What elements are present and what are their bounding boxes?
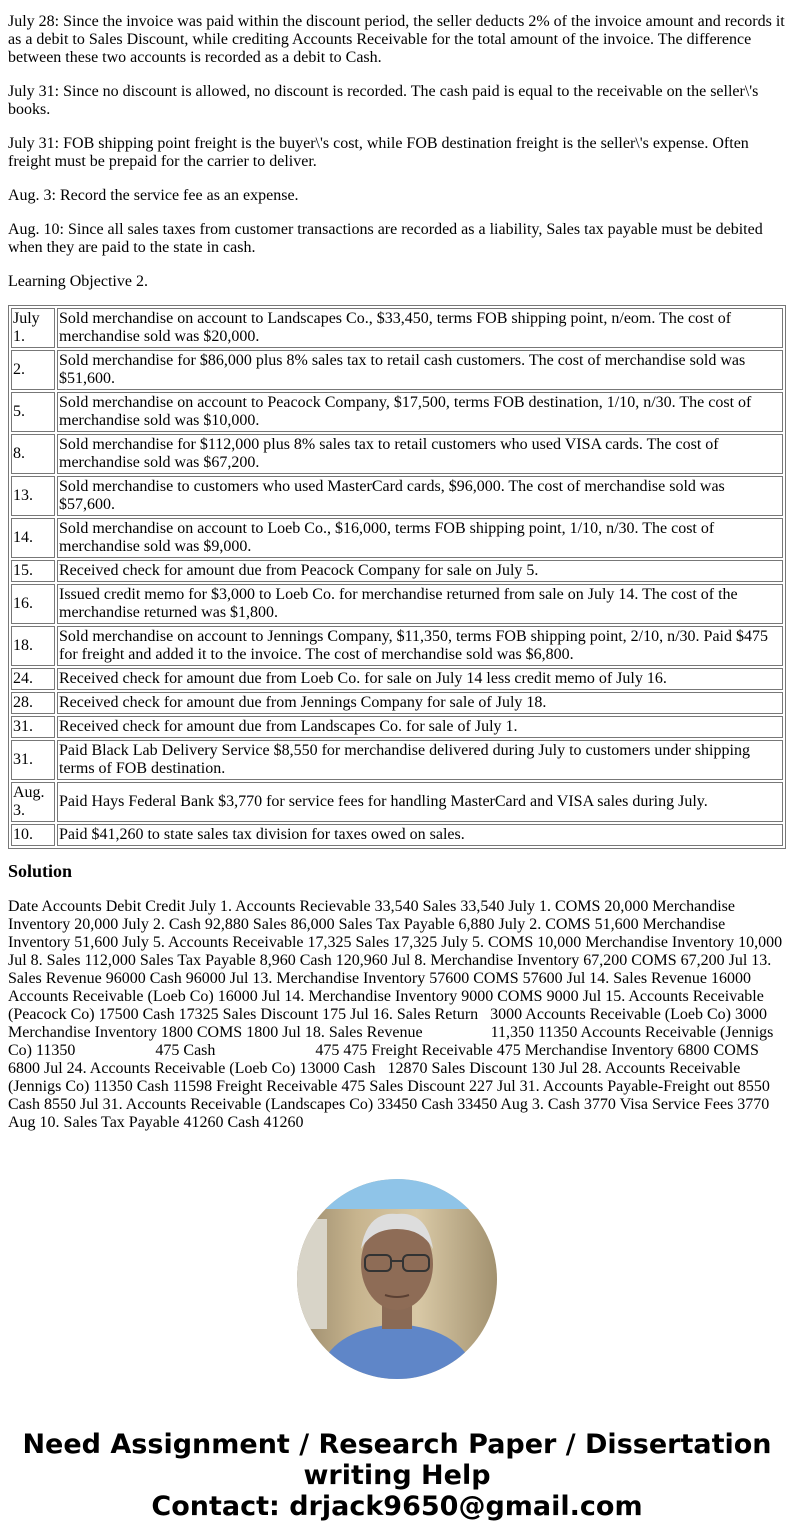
- row-description: Sold merchandise for $112,000 plus 8% sales tax to retail customers who used VISA cards. The cost of merchandise sold was $67,200.: [57, 434, 783, 474]
- table-row: [11, 782, 783, 822]
- table-row: [11, 716, 783, 738]
- table-row: [11, 434, 783, 474]
- row-date: 18.: [11, 626, 55, 666]
- row-date: 24.: [11, 668, 55, 690]
- paragraph: Aug. 10: Since all sales taxes from customer transactions are recorded as a liability, Sales tax payable must be debited when they are paid to the state in cash.: [8, 221, 763, 256]
- row-date: 5.: [11, 392, 55, 432]
- table-row: [11, 740, 783, 780]
- row-date: 8.: [11, 434, 55, 474]
- row-description: Sold merchandise to customers who used MasterCard cards, $96,000. The cost of merchandise sold was $57,600.: [57, 476, 783, 516]
- row-date: 15.: [11, 560, 55, 582]
- row-description: Received check for amount due from Jennings Company for sale of July 18.: [57, 692, 783, 714]
- row-date: 31.: [11, 716, 55, 738]
- learning-objective: Learning Objective 2.: [8, 273, 148, 290]
- paragraph: Aug. 3: Record the service fee as an expense.: [8, 187, 299, 204]
- row-description: Issued credit memo for $3,000 to Loeb Co. for merchandise returned from sale on July 14. The cost of the merchandise returned was $1,800.: [57, 584, 783, 624]
- row-date: 2.: [11, 350, 55, 390]
- author-avatar: [297, 1179, 497, 1379]
- footer-line-contact: Contact: drjack9650@gmail.com: [151, 1491, 643, 1522]
- person-photo-icon: [297, 1179, 497, 1379]
- row-description: Received check for amount due from Loeb Co. for sale on July 14 less credit memo of July 16.: [57, 668, 783, 690]
- row-description: Sold merchandise on account to Peacock Company, $17,500, terms FOB destination, 1/10, n/30. The cost of merchandise sold was $10,000.: [57, 392, 783, 432]
- paragraph: July 28: Since the invoice was paid within the discount period, the seller deducts 2% of the invoice amount and records it as a debit to Sales Discount, while crediting Accounts Receivable for the total amount of the invoice. The difference between these two accounts is recorded as a debit to Cash.: [8, 13, 785, 66]
- solution-text: Date Accounts Debit Credit July 1. Accounts Recievable 33,540 Sales 33,540 July 1. COMS 20,000 Merchandise Inventory 20,000 July 2. Cash 92,880 Sales 86,000 Sales Tax Payable 6,880 July 2. COMS 51,600 Merchandise Inventory 51,600 July 5. Accounts Receivable 17,325 Sales 17,325 July 5. COMS 10,000 Merchandise Inventory 10,000 Jul 8. Sales 112,000 Sales Tax Payable 8,960 Cash 120,960 Jul 8. Merchandise Inventory 67,200 COMS 67,200 Jul 13. Sales Revenue 96000 Cash 96000 Jul 13. Merchandise Inventory 57600 COMS 57600 Jul 14. Sales Revenue 16000 Accounts Receivable (Loeb Co) 16000 Jul 14. Merchandise Inventory 9000 COMS 9000 Jul 15. Accounts Receivable (Peacock Co) 17500 Cash 17325 Sales Discount 175 Jul 16. Sales Return 3000 Accounts Receivable (Loeb Co) 3000 Merchandise Inventory 1800 COMS 1800 Jul 18. Sales Revenue 11,350 11350 Accounts Receivable (Jennigs Co) 11350 475 Cash 475 475 Freight Receivable 475 Merchandise Inventory 6800 COMS 6800 Jul 24. Accounts Receivable (Loeb Co) 13000 Cash 12870 Sales Discount 130 Jul 28. Accounts Receivable (Jennigs Co) 11350 Cash 11598 Freight Receivable 475 Sales Discount 227 Jul 31. Accounts Payable-Freight out 8550 Cash 8550 Jul 31. Accounts Receivable (Landscapes Co) 33450 Cash 33450 Aug 3. Cash 3770 Visa Service Fees 3770 Aug 10. Sales Tax Payable 41260 Cash 41260: [8, 898, 787, 1131]
- row-description: Sold merchandise on account to Landscapes Co., $33,450, terms FOB shipping point, n/eom. The cost of merchandise sold was $20,000.: [57, 308, 783, 348]
- footer-line-help: Need Assignment / Research Paper / Dissertation writing Help: [22, 1429, 772, 1491]
- row-description: Paid Hays Federal Bank $3,770 for service fees for handling MasterCard and VISA sales during July.: [57, 782, 783, 822]
- paragraph: July 31: FOB shipping point freight is the buyer\'s cost, while FOB destination freight is the seller\'s expense. Often freight must be prepaid for the carrier to deliver.: [8, 135, 749, 170]
- row-date: 31.: [11, 740, 55, 780]
- solution-heading: Solution: [8, 861, 73, 881]
- row-description: Paid $41,260 to state sales tax division for taxes owed on sales.: [57, 824, 783, 846]
- table-row: [11, 584, 783, 624]
- row-description: Received check for amount due from Peacock Company for sale on July 5.: [57, 560, 783, 582]
- table-row: [11, 476, 783, 516]
- row-date: 16.: [11, 584, 55, 624]
- table-row: [11, 308, 783, 348]
- table-row: [11, 668, 783, 690]
- table-row: [11, 560, 783, 582]
- contact-footer: [8, 1429, 786, 1522]
- row-description: Received check for amount due from Landscapes Co. for sale of July 1.: [57, 716, 783, 738]
- table-row: [11, 350, 783, 390]
- document: [0, 13, 794, 1522]
- row-date: 13.: [11, 476, 55, 516]
- paragraph: July 31: Since no discount is allowed, no discount is recorded. The cash paid is equal to the receivable on the seller\'s books.: [8, 83, 759, 118]
- table-row: [11, 626, 783, 666]
- row-description: Sold merchandise on account to Loeb Co., $16,000, terms FOB shipping point, 1/10, n/30. The cost of merchandise sold was $9,000.: [57, 518, 783, 558]
- row-description: Sold merchandise on account to Jennings Company, $11,350, terms FOB shipping point, 2/10, n/30. Paid $475 for freight and added it to the invoice. The cost of merchandise sold was $6,800.: [57, 626, 783, 666]
- table-row: [11, 392, 783, 432]
- table-row: [11, 824, 783, 846]
- row-date: 10.: [11, 824, 55, 846]
- transactions-table: [8, 305, 786, 849]
- table-row: [11, 692, 783, 714]
- row-date: 28.: [11, 692, 55, 714]
- row-date: July 1.: [11, 308, 55, 348]
- row-description: Paid Black Lab Delivery Service $8,550 for merchandise delivered during July to customers under shipping terms of FOB destination.: [57, 740, 783, 780]
- row-description: Sold merchandise for $86,000 plus 8% sales tax to retail cash customers. The cost of merchandise sold was $51,600.: [57, 350, 783, 390]
- row-date: Aug. 3.: [11, 782, 55, 822]
- table-row: [11, 518, 783, 558]
- row-date: 14.: [11, 518, 55, 558]
